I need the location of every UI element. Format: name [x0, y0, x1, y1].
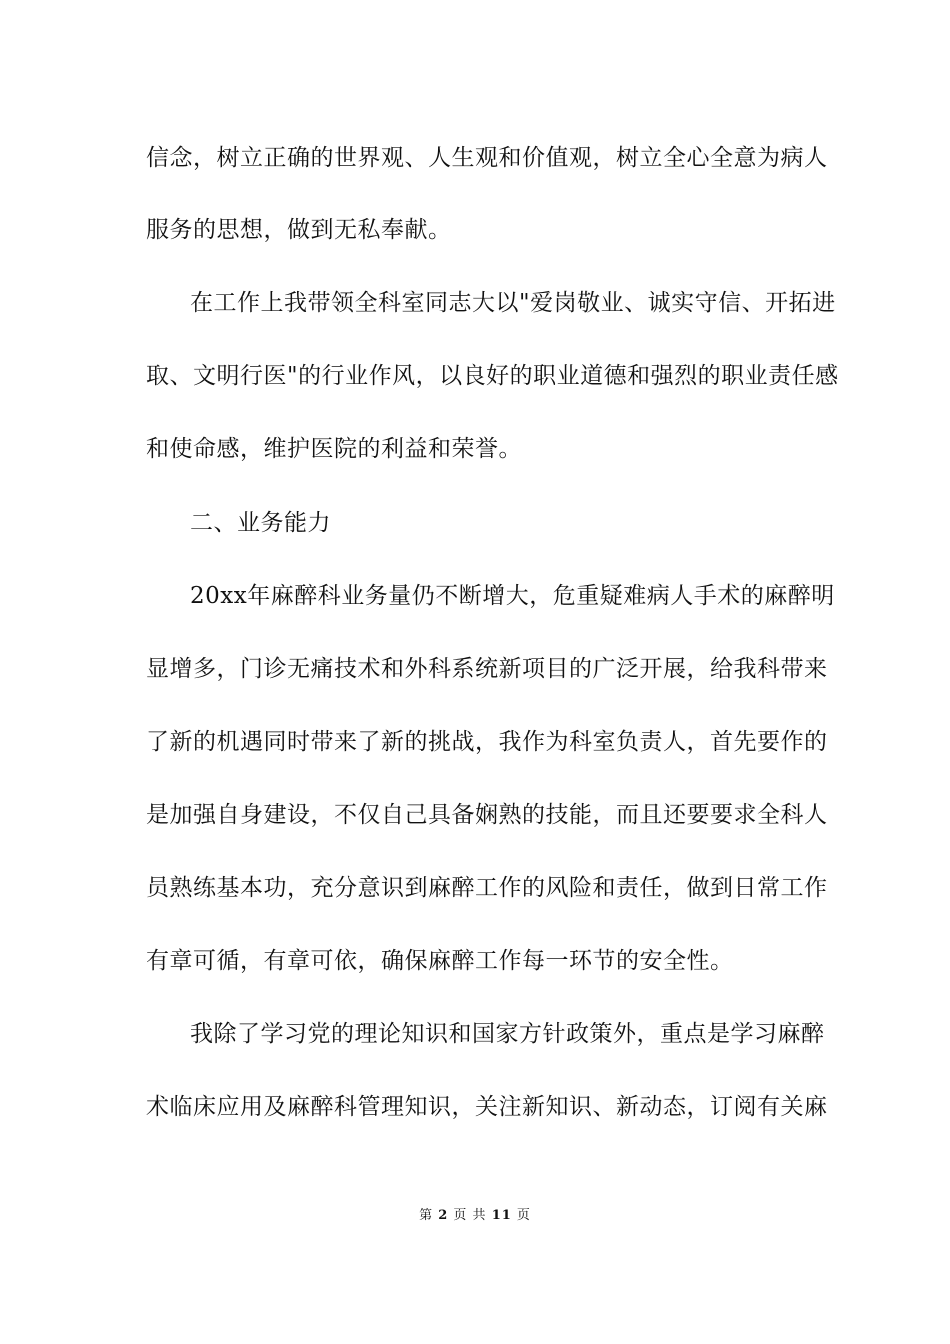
paragraph-line: 我除了学习党的理论知识和国家方针政策外，重点是学习麻醉	[190, 1021, 825, 1047]
total-page-count: 11	[491, 1208, 512, 1223]
current-page-number: 2	[438, 1208, 449, 1223]
paragraph-line: 是加强自身建设，不仅自己具备娴熟的技能，而且还要要求全科人	[146, 802, 828, 828]
paragraph-line: 在工作上我带领全科室同志大以"爱岗敬业、诚实守信、开拓进	[190, 290, 836, 316]
paragraph-line: 员熟练基本功，充分意识到麻醉工作的风险和责任，做到日常工作	[146, 875, 828, 901]
paragraph-line: 取、文明行医"的行业作风，以良好的职业道德和强烈的职业责任感	[146, 363, 839, 389]
paragraph-line: 术临床应用及麻醉科管理知识，关注新知识、新动态，订阅有关麻	[146, 1094, 828, 1120]
paragraph-line: 20xx年麻醉科业务量仍不断增大，危重疑难病人手术的麻醉明	[190, 583, 835, 609]
paragraph-line: 有章可循，有章可依，确保麻醉工作每一环节的安全性。	[146, 948, 734, 974]
paragraph-line: 服务的思想，做到无私奉献。	[146, 217, 452, 243]
footer-suffix: 页	[516, 1208, 531, 1223]
paragraph-line: 和使命感，维护医院的利益和荣誉。	[146, 436, 522, 462]
footer-prefix: 第	[419, 1208, 434, 1223]
section-heading: 二、业务能力	[190, 510, 331, 536]
paragraph-line: 显增多，门诊无痛技术和外科系统新项目的广泛开展，给我科带来	[146, 656, 828, 682]
paragraph-line: 了新的机遇同时带来了新的挑战，我作为科室负责人，首先要作的	[146, 729, 828, 755]
footer-middle: 页 共	[453, 1208, 487, 1223]
page-footer	[0, 1207, 950, 1225]
paragraph-line: 信念，树立正确的世界观、人生观和价值观，树立全心全意为病人	[146, 145, 828, 171]
